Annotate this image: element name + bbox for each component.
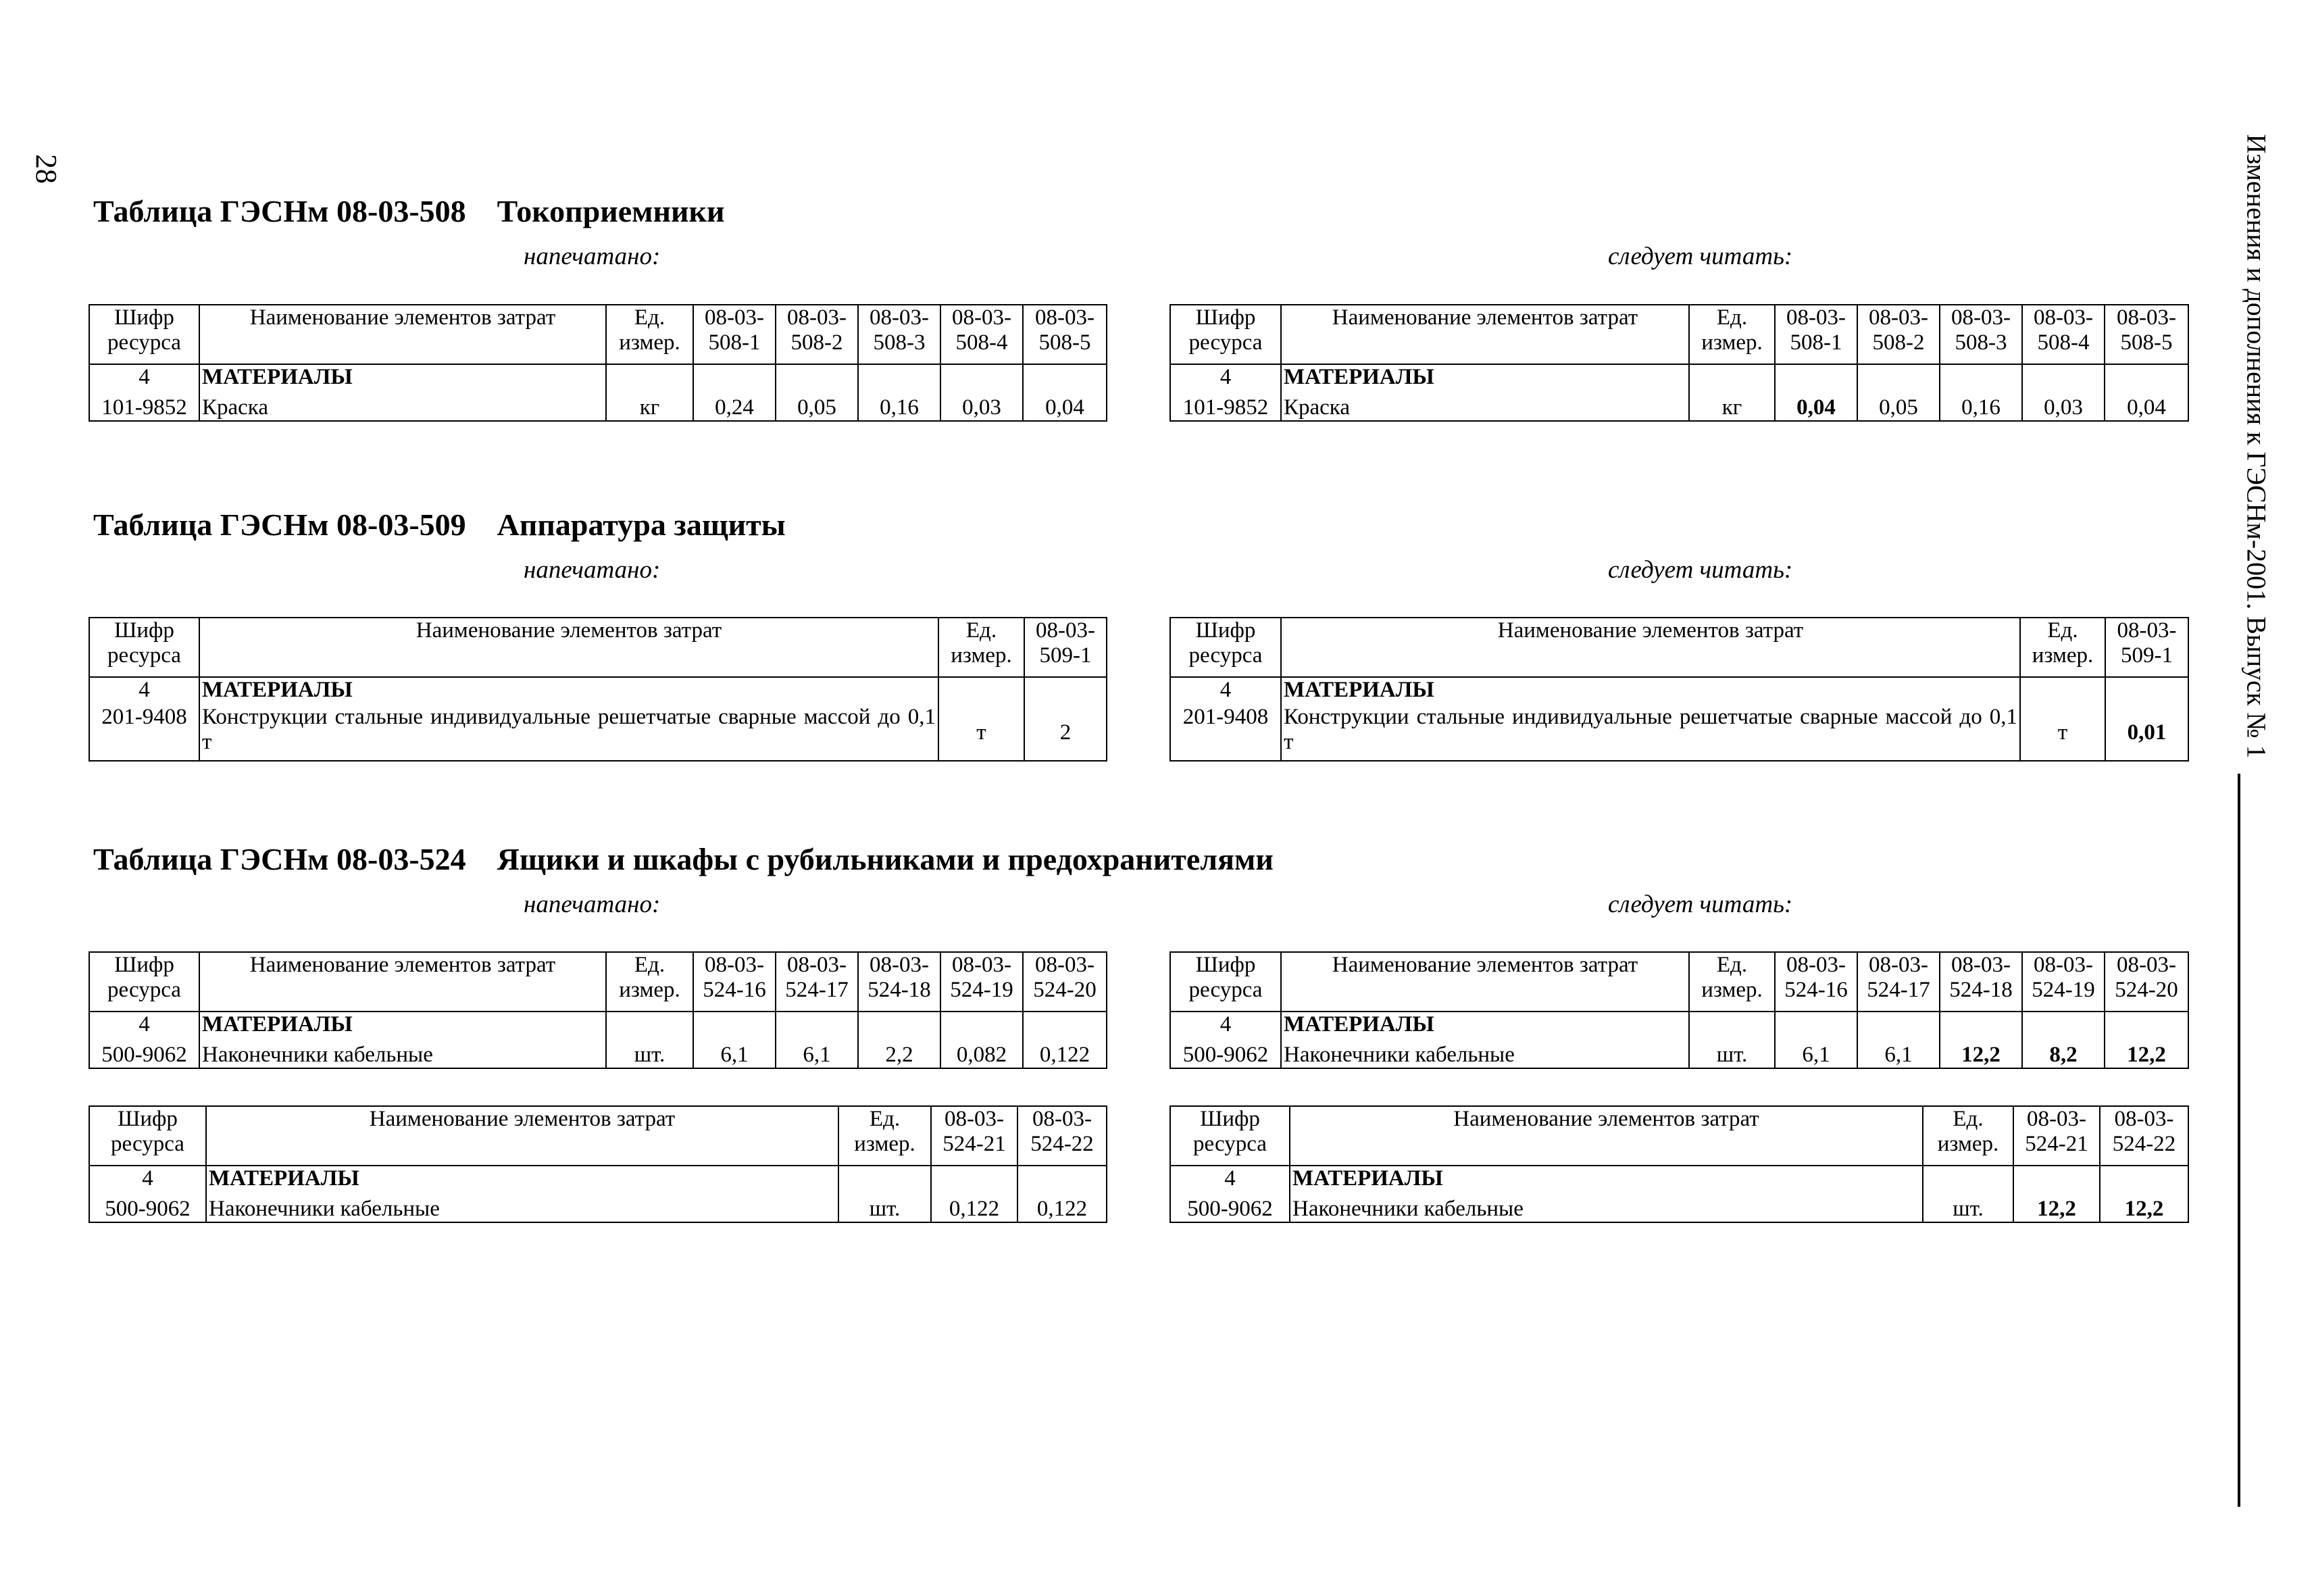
header-name: Наименование элементов затрат: [199, 618, 938, 677]
resource-code: 500-9062: [89, 1193, 206, 1222]
group-row: [1170, 364, 2188, 392]
resource-code: 201-9408: [1170, 705, 1281, 761]
value-cell: 6,1: [1857, 1039, 1940, 1068]
value-cell-corrected: 12,2: [2100, 1193, 2188, 1222]
table-524b-correct: [1169, 1105, 2189, 1223]
running-header: [2236, 122, 2277, 770]
resource-unit: шт.: [1689, 1039, 1775, 1068]
group-row: [1170, 1012, 2188, 1039]
table-509-correct: [1169, 617, 2189, 762]
header-col: 08-03-508-1: [1775, 305, 1857, 364]
header-unit: Ед. измер.: [1689, 952, 1775, 1012]
group-name: МАТЕРИАЛЫ: [1281, 1012, 1689, 1039]
group-row: [1170, 1166, 2188, 1193]
header-col: 08-03-524-16: [1775, 952, 1857, 1012]
note-should-read: следует читать:: [1608, 556, 1793, 584]
header-col: 08-03-524-22: [2100, 1106, 2188, 1166]
header-unit: Ед. измер.: [2020, 618, 2105, 677]
table-row: [1170, 392, 2188, 421]
header-col: 08-03-508-5: [1023, 305, 1107, 364]
header-unit: Ед. измер.: [1923, 1106, 2013, 1166]
header-code: Шифр ресурса: [89, 952, 199, 1012]
header-code: Шифр ресурса: [89, 618, 199, 677]
value-cell-corrected: 0,04: [1775, 392, 1857, 421]
value-cell: 0,05: [1857, 392, 1940, 421]
resource-name: Наконечники кабельные: [199, 1039, 606, 1068]
section-name: Ящики и шкафы с рубильниками и предохранителями: [497, 842, 1274, 876]
header-col: 08-03-508-3: [858, 305, 940, 364]
resource-unit: кг: [1689, 392, 1775, 421]
resource-code: 201-9408: [89, 705, 199, 761]
group-code: 4: [1170, 1012, 1281, 1039]
table-header-row: [89, 1106, 1107, 1166]
header-col: 08-03-508-2: [1857, 305, 1940, 364]
value-cell-corrected: 12,2: [2013, 1193, 2100, 1222]
value-cell: 0,082: [940, 1039, 1023, 1068]
header-code: Шифр ресурса: [89, 1106, 206, 1166]
table-row: [1170, 1193, 2188, 1222]
value-cell-corrected: 8,2: [2022, 1039, 2105, 1068]
note-printed: напечатано:: [524, 891, 661, 918]
note-printed: напечатано:: [524, 556, 661, 584]
value-cell-corrected: 12,2: [2105, 1039, 2188, 1068]
resource-unit: кг: [606, 392, 693, 421]
value-cell: 6,1: [693, 1039, 776, 1068]
table-524a-printed: [89, 951, 1107, 1069]
header-col: 08-03-508-1: [693, 305, 776, 364]
group-code: 4: [1170, 1166, 1290, 1193]
group-name: МАТЕРИАЛЫ: [199, 677, 938, 705]
header-col: 08-03-508-5: [2105, 305, 2188, 364]
table-header-row: [89, 952, 1107, 1012]
header-col: 08-03-524-17: [1857, 952, 1940, 1012]
header-code: Шифр ресурса: [1170, 952, 1281, 1012]
resource-unit: т: [938, 705, 1024, 761]
group-name: МАТЕРИАЛЫ: [1281, 364, 1689, 392]
group-row: [1170, 677, 2188, 705]
section-code: Таблица ГЭСНм 08-03-509: [93, 507, 466, 542]
value-cell: 2,2: [858, 1039, 940, 1068]
header-col: 08-03-508-2: [776, 305, 858, 364]
group-name: МАТЕРИАЛЫ: [1281, 677, 2020, 705]
header-col: 08-03-508-4: [940, 305, 1023, 364]
header-name: Наименование элементов затрат: [199, 952, 606, 1012]
header-code: Шифр ресурса: [1170, 305, 1281, 364]
resource-unit: шт.: [838, 1193, 931, 1222]
table-header-row: [1170, 618, 2188, 677]
value-cell: 0,05: [776, 392, 858, 421]
table-524b-printed: [89, 1105, 1107, 1223]
header-name: Наименование элементов затрат: [206, 1106, 838, 1166]
group-code: 4: [1170, 364, 1281, 392]
header-code: Шифр ресурса: [89, 305, 199, 364]
value-cell: 0,24: [693, 392, 776, 421]
group-row: [89, 364, 1107, 392]
group-name: МАТЕРИАЛЫ: [199, 364, 606, 392]
header-name: Наименование элементов затрат: [1281, 305, 1689, 364]
section-code: Таблица ГЭСНм 08-03-524: [93, 842, 466, 876]
note-should-read: следует читать:: [1608, 243, 1793, 270]
value-cell: 0,03: [2022, 392, 2105, 421]
table-row: [89, 705, 1107, 761]
header-col: 08-03-524-19: [940, 952, 1023, 1012]
group-code: 4: [89, 364, 199, 392]
table-row: [89, 1039, 1107, 1068]
group-code: 4: [89, 1012, 199, 1039]
resource-name: Наконечники кабельные: [1281, 1039, 1689, 1068]
header-unit: Ед. измер.: [1689, 305, 1775, 364]
table-header-row: [1170, 1106, 2188, 1166]
group-code: 4: [1170, 677, 1281, 705]
header-name: Наименование элементов затрат: [1281, 952, 1689, 1012]
value-cell: 0,122: [1023, 1039, 1107, 1068]
table-508-printed: [89, 304, 1107, 422]
value-cell: 0,16: [1940, 392, 2022, 421]
resource-code: 101-9852: [89, 392, 199, 421]
table-header-row: [1170, 305, 2188, 364]
header-col: 08-03-524-17: [776, 952, 858, 1012]
resource-unit: шт.: [606, 1039, 693, 1068]
header-col: 08-03-524-21: [2013, 1106, 2100, 1166]
header-col: 08-03-508-3: [1940, 305, 2022, 364]
group-name: МАТЕРИАЛЫ: [199, 1012, 606, 1039]
value-cell-corrected: 12,2: [1940, 1039, 2022, 1068]
header-col: 08-03-509-1: [1024, 618, 1107, 677]
header-unit: Ед. измер.: [606, 305, 693, 364]
resource-unit: т: [2020, 705, 2105, 761]
header-col: 08-03-524-16: [693, 952, 776, 1012]
value-cell: 0,122: [1017, 1193, 1107, 1222]
value-cell: 0,16: [858, 392, 940, 421]
resource-code: 500-9062: [89, 1039, 199, 1068]
value-cell: 0,04: [1023, 392, 1107, 421]
table-row: [89, 1193, 1107, 1222]
section-name: Токоприемники: [497, 194, 725, 228]
resource-code: 500-9062: [1170, 1039, 1281, 1068]
header-col: 08-03-508-4: [2022, 305, 2105, 364]
header-col: 08-03-524-19: [2022, 952, 2105, 1012]
resource-name: Конструкции стальные индивидуальные решетчатые сварные массой до 0,1 т: [199, 705, 938, 761]
table-row: [89, 392, 1107, 421]
header-name: Наименование элементов затрат: [1281, 618, 2020, 677]
resource-name: Наконечники кабельные: [206, 1193, 838, 1222]
resource-name: Краска: [1281, 392, 1689, 421]
group-row: [89, 1166, 1107, 1193]
section-title-509: [93, 507, 786, 543]
group-code: 4: [89, 677, 199, 705]
value-cell: 6,1: [1775, 1039, 1857, 1068]
value-cell: 0,122: [931, 1193, 1017, 1222]
header-unit: Ед. измер.: [838, 1106, 931, 1166]
header-col: 08-03-524-18: [1940, 952, 2022, 1012]
header-col: 08-03-524-20: [2105, 952, 2188, 1012]
running-header-text: Изменения и дополнения к ГЭСНм-2001. Выпуск № 1: [2241, 133, 2272, 759]
header-unit: Ед. измер.: [938, 618, 1024, 677]
value-cell: 6,1: [776, 1039, 858, 1068]
value-cell-corrected: 0,01: [2105, 705, 2188, 761]
header-name: Наименование элементов затрат: [199, 305, 606, 364]
table-row: [1170, 705, 2188, 761]
group-code: 4: [89, 1166, 206, 1193]
group-name: МАТЕРИАЛЫ: [1290, 1166, 1923, 1193]
section-name: Аппаратура защиты: [497, 507, 786, 542]
resource-unit: шт.: [1923, 1193, 2013, 1222]
section-code: Таблица ГЭСНм 08-03-508: [93, 194, 466, 228]
value-cell: 2: [1024, 705, 1107, 761]
header-col: 08-03-524-20: [1023, 952, 1107, 1012]
section-title-508: [93, 193, 725, 229]
table-header-row: [89, 305, 1107, 364]
header-code: Шифр ресурса: [1170, 1106, 1290, 1166]
resource-name: Конструкции стальные индивидуальные решетчатые сварные массой до 0,1 т: [1281, 705, 2020, 761]
note-printed: напечатано:: [524, 243, 661, 270]
resource-name: Наконечники кабельные: [1290, 1193, 1923, 1222]
table-header-row: [1170, 952, 2188, 1012]
section-title-524: [93, 841, 1274, 877]
table-row: [1170, 1039, 2188, 1068]
header-col: 08-03-509-1: [2105, 618, 2188, 677]
table-header-row: [89, 618, 1107, 677]
resource-code: 500-9062: [1170, 1193, 1290, 1222]
value-cell: 0,04: [2105, 392, 2188, 421]
group-row: [89, 1012, 1107, 1039]
note-should-read: следует читать:: [1608, 891, 1793, 918]
table-508-correct: [1169, 304, 2189, 422]
header-rule: [2238, 774, 2240, 1507]
table-509-printed: [89, 617, 1107, 762]
page-number: 28: [30, 154, 64, 184]
resource-code: 101-9852: [1170, 392, 1281, 421]
header-name: Наименование элементов затрат: [1290, 1106, 1923, 1166]
header-col: 08-03-524-21: [931, 1106, 1017, 1166]
group-name: МАТЕРИАЛЫ: [206, 1166, 838, 1193]
header-col: 08-03-524-18: [858, 952, 940, 1012]
resource-name: Краска: [199, 392, 606, 421]
header-unit: Ед. измер.: [606, 952, 693, 1012]
value-cell: 0,03: [940, 392, 1023, 421]
group-row: [89, 677, 1107, 705]
header-col: 08-03-524-22: [1017, 1106, 1107, 1166]
header-code: Шифр ресурса: [1170, 618, 1281, 677]
table-524a-correct: [1169, 951, 2189, 1069]
